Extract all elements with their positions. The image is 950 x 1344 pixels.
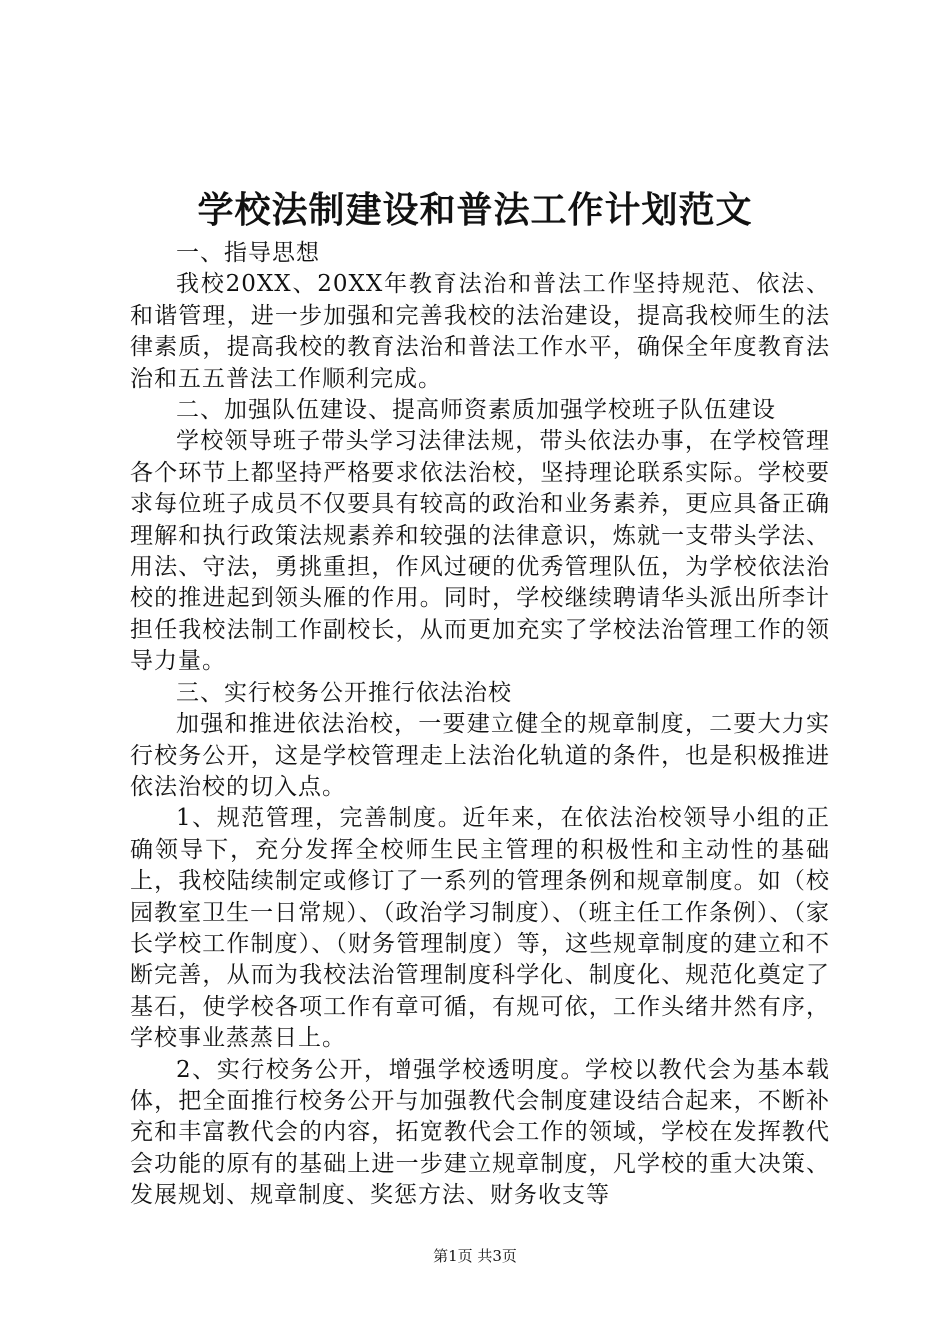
heading-team-building: 二、加强队伍建设、提高师资素质加强学校班子队伍建设 <box>176 397 776 424</box>
document-body <box>130 238 830 1212</box>
paragraph: 加强和推进依法治校，一要建立健全的规章制度，二要大力实行校务公开，这是学校管理走上法治化轨道的条件，也是积极推进依法治校的切入点。 <box>130 711 830 800</box>
heading-school-affairs: 三、实行校务公开推行依法治校 <box>176 679 512 706</box>
paragraph: 我校20XX、20XX年教育法治和普法工作坚持规范、依法、和谐管理，进一步加强和完善我校的法治建设，提高我校师生的法律素质，提高我校的教育法治和普法工作水平，确保全年度教育法治和五五普法工作顺利完成。 <box>130 271 830 392</box>
paragraph: 学校领导班子带头学习法律法规，带头依法办事，在学校管理各个环节上都坚持严格要求依法治校，坚持理论联系实际。学校要求每位班子成员不仅要具有较高的政治和业务素养，更应具备正确理解和执行政策法规素养和较强的法律意识，炼就一支带头学法、用法、守法，勇挑重担，作风过硬的优秀管理队伍，为学校依法治校的推进起到领头雁的作用。同时，学校继续聘请华头派出所李计担任我校法制工作副校长，从而更加充实了学校法治管理工作的领导力量。 <box>130 428 830 675</box>
paragraph: 1、规范管理，完善制度。近年来，在依法治校领导小组的正确领导下，充分发挥全校师生民主管理的积极性和主动性的基础上，我校陆续制定或修订了一系列的管理条例和规章制度。如（校园教室卫生一日常规）、（政治学习制度）、（班主任工作条例）、（家长学校工作制度）、（财务管理制度）等，这些规章制度的建立和不断完善，从而为我校法治管理制度科学化、制度化、规范化奠定了基石，使学校各项工作有章可循，有规可依，工作头绪井然有序，学校事业蒸蒸日上。 <box>130 805 830 1052</box>
heading-guiding-ideology: 一、指导思想 <box>176 240 320 266</box>
document-title: 学校法制建设和普法工作计划范文 <box>197 189 753 231</box>
page-number-footer: 第1页 共3页 <box>433 1247 517 1265</box>
paragraph: 2、实行校务公开，增强学校透明度。学校以教代会为基本载体，把全面推行校务公开与加强教代会制度建设结合起来，不断补充和丰富教代会的内容，拓宽教代会工作的领域，学校在发挥教代会功能的原有的基础上进一步建立规章制度，凡学校的重大决策、发展规划、规章制度、奖惩方法、财务收支等 <box>130 1056 830 1209</box>
